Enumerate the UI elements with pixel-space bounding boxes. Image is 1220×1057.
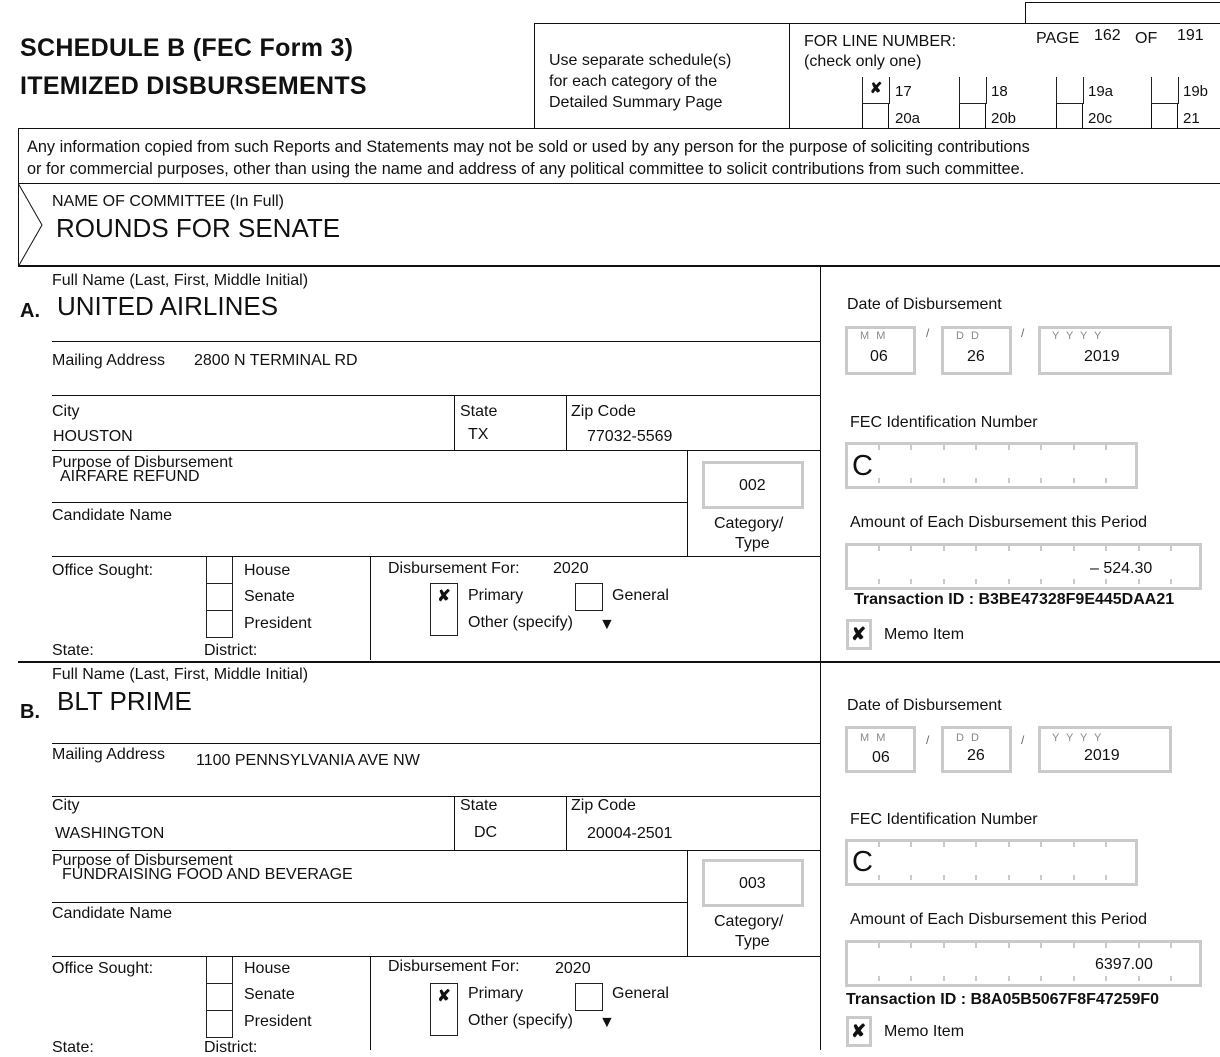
box-tick	[1170, 546, 1172, 551]
date-slash-1: /	[926, 326, 930, 340]
other-label: Other (specify)	[468, 614, 573, 631]
box-tick	[1040, 943, 1042, 948]
purpose-value: FUNDRAISING FOOD AND BEVERAGE	[62, 866, 353, 883]
month-value: 06	[870, 348, 888, 365]
page-label: PAGE	[1036, 30, 1080, 47]
box-tick	[943, 546, 945, 551]
box-tick	[1170, 976, 1172, 981]
box-tick	[1105, 579, 1107, 584]
district-label: District:	[204, 1039, 258, 1056]
box-tick	[1040, 478, 1042, 483]
primary-label: Primary	[468, 985, 524, 1002]
box-tick	[1008, 579, 1010, 584]
line-number-note: (check only one)	[804, 53, 922, 70]
line-20b-checkbox[interactable]	[959, 104, 960, 128]
box-tick	[1008, 943, 1010, 948]
payee-name: BLT PRIME	[57, 686, 192, 716]
senate-label: Senate	[244, 588, 295, 605]
memo-item-label: Memo Item	[884, 626, 965, 643]
purpose-label: Purpose of Disbursement	[52, 454, 233, 471]
box-tick	[878, 976, 880, 981]
line-20a-label: 20a	[895, 110, 921, 127]
box-tick	[1138, 579, 1140, 584]
primary-checkbox[interactable]: ✘	[430, 983, 458, 1011]
category-label: Category/	[714, 913, 784, 930]
box-tick	[975, 478, 977, 483]
fec-id-label: FEC Identification Number	[850, 414, 1038, 431]
box-tick	[910, 943, 912, 948]
box-tick	[943, 579, 945, 584]
fec-prefix: C	[852, 846, 873, 878]
date-label: Date of Disbursement	[847, 697, 1002, 714]
line-19a-checkbox[interactable]	[1056, 77, 1084, 104]
line-20b-label: 20b	[991, 110, 1017, 127]
other-checkbox[interactable]	[430, 609, 458, 636]
date-slash-2: /	[1021, 733, 1025, 747]
mailing-address-label: Mailing Address	[52, 352, 165, 369]
box-tick	[1040, 976, 1042, 981]
box-tick	[910, 875, 912, 880]
memo-check-mark: ✘	[851, 1021, 867, 1041]
notice-line-2: or for commercial purposes, other than using the name and address of any political committee to solicit contributions from such committee.	[27, 160, 1025, 178]
line-21-label: 21	[1183, 110, 1200, 127]
box-tick	[910, 546, 912, 551]
city-value: WASHINGTON	[55, 825, 165, 842]
president-checkbox[interactable]	[206, 1010, 233, 1038]
category-value: 003	[739, 875, 766, 892]
total-pages: 191	[1177, 27, 1204, 44]
box-tick	[1105, 445, 1107, 450]
house-label: House	[244, 960, 291, 977]
purpose-label: Purpose of Disbursement	[52, 852, 233, 869]
box-tick	[878, 943, 880, 948]
box-tick	[943, 842, 945, 847]
box-tick	[910, 976, 912, 981]
dd-hint: D D	[956, 330, 981, 342]
general-checkbox[interactable]	[575, 983, 603, 1011]
box-tick	[1040, 445, 1042, 450]
instructions-line-3: Detailed Summary Page	[549, 94, 723, 111]
notice-line-1: Any information copied from such Reports and Statements may not be sold or used by any person for the purpose of soliciting contributions	[27, 138, 1030, 156]
office-sought-label: Office Sought:	[52, 960, 154, 977]
line-17-checkbox[interactable]: ✘	[862, 77, 890, 104]
box-tick	[1105, 875, 1107, 880]
other-arrow-icon: ▼	[599, 1014, 615, 1031]
box-tick	[1138, 976, 1140, 981]
amount-label: Amount of Each Disbursement this Period	[850, 911, 1148, 928]
city-value: HOUSTON	[53, 428, 133, 445]
payee-name: UNITED AIRLINES	[57, 291, 279, 321]
year-value: 2019	[1084, 348, 1120, 365]
transaction-id: Transaction ID : B8A05B5067F8F47259F0	[846, 991, 1160, 1008]
president-label: President	[244, 1013, 312, 1030]
day-value: 26	[967, 348, 985, 365]
state-field-label: State:	[52, 642, 94, 659]
general-checkbox[interactable]	[575, 583, 603, 611]
box-tick	[1008, 842, 1010, 847]
fec-id-box[interactable]	[845, 442, 1138, 489]
zip-label: Zip Code	[571, 403, 636, 420]
box-tick	[1105, 478, 1107, 483]
box-tick	[1138, 943, 1140, 948]
full-name-label: Full Name (Last, First, Middle Initial)	[52, 272, 309, 289]
box-tick	[1040, 875, 1042, 880]
line-number-label: FOR LINE NUMBER:	[804, 33, 957, 50]
date-label: Date of Disbursement	[847, 296, 1002, 313]
fec-id-box[interactable]	[845, 839, 1138, 886]
type-label: Type	[735, 535, 770, 552]
line-20c-checkbox[interactable]	[1056, 104, 1057, 128]
city-label: City	[52, 797, 80, 814]
mailing-address: 1100 PENNSYLVANIA AVE NW	[196, 752, 420, 769]
committee-arrow-icon	[18, 183, 46, 267]
box-tick	[910, 579, 912, 584]
box-tick	[1170, 579, 1172, 584]
line-18-checkbox[interactable]	[959, 77, 987, 104]
mm-hint: M M	[860, 330, 888, 342]
box-tick	[1073, 579, 1075, 584]
general-label: General	[612, 985, 669, 1002]
category-label: Category/	[714, 515, 784, 532]
box-tick	[975, 546, 977, 551]
disbursement-for-label: Disbursement For:	[388, 560, 520, 577]
state-field-label: State:	[52, 1039, 94, 1056]
memo-item-label: Memo Item	[884, 1023, 965, 1040]
box-tick	[1105, 976, 1107, 981]
city-label: City	[52, 403, 80, 420]
box-tick	[1105, 943, 1107, 948]
state-label: State	[460, 797, 498, 814]
state-value: DC	[474, 824, 498, 841]
primary-checkbox[interactable]: ✘	[430, 583, 458, 611]
box-tick	[1040, 579, 1042, 584]
box-tick	[1008, 976, 1010, 981]
form-subtitle: ITEMIZED DISBURSEMENTS	[20, 72, 367, 100]
box-tick	[1073, 976, 1075, 981]
state-value: TX	[468, 426, 489, 443]
primary-label: Primary	[468, 587, 524, 604]
president-label: President	[244, 615, 312, 632]
candidate-name-label: Candidate Name	[52, 507, 173, 524]
category-value: 002	[739, 477, 766, 494]
transaction-id: Transaction ID : B3BE47328F9E445DAA21	[854, 591, 1175, 608]
disbursement-for-label: Disbursement For:	[388, 958, 520, 975]
date-slash-1: /	[926, 733, 930, 747]
candidate-name-label: Candidate Name	[52, 905, 173, 922]
line-19a-label: 19a	[1088, 83, 1114, 100]
date-slash-2: /	[1021, 326, 1025, 340]
year-value: 2019	[1084, 747, 1120, 764]
box-tick	[1008, 445, 1010, 450]
line-17-label: 17	[895, 83, 912, 100]
box-tick	[878, 875, 880, 880]
box-tick	[1073, 478, 1075, 483]
line-19b-checkbox[interactable]	[1151, 77, 1179, 104]
office-sought-label: Office Sought:	[52, 562, 154, 579]
type-label: Type	[735, 933, 770, 950]
entry-letter: B.	[20, 701, 40, 723]
dd-hint: D D	[956, 732, 981, 744]
box-tick	[878, 445, 880, 450]
box-tick	[1105, 842, 1107, 847]
house-checkbox[interactable]	[206, 557, 233, 583]
instructions-line-2: for each category of the	[549, 73, 718, 90]
line-20c-label: 20c	[1088, 110, 1113, 127]
amount-value: 6397.00	[1095, 956, 1153, 973]
line-21-checkbox[interactable]	[1151, 104, 1152, 128]
box-tick	[1073, 943, 1075, 948]
memo-check-mark: ✘	[851, 624, 867, 644]
box-tick	[878, 579, 880, 584]
zip-value: 20004-2501	[587, 825, 673, 842]
box-tick	[910, 445, 912, 450]
box-tick	[1105, 546, 1107, 551]
box-tick	[975, 976, 977, 981]
mailing-address: 2800 N TERMINAL RD	[194, 352, 358, 369]
box-tick	[943, 478, 945, 483]
month-value: 06	[872, 749, 890, 766]
senate-checkbox[interactable]	[206, 983, 233, 1010]
box-tick	[943, 976, 945, 981]
day-value: 26	[967, 747, 985, 764]
senate-checkbox[interactable]	[206, 583, 233, 610]
box-tick	[1008, 546, 1010, 551]
box-tick	[975, 875, 977, 880]
amount-value: – 524.30	[1090, 560, 1153, 577]
yyyy-hint: Y Y Y Y	[1052, 330, 1104, 342]
box-tick	[943, 943, 945, 948]
box-tick	[878, 478, 880, 483]
entry-letter: A.	[20, 300, 40, 322]
district-label: District:	[204, 642, 258, 659]
disbursement-year: 2020	[555, 960, 591, 977]
house-label: House	[244, 562, 291, 579]
box-tick	[1040, 842, 1042, 847]
other-label: Other (specify)	[468, 1012, 573, 1029]
box-tick	[1073, 875, 1075, 880]
zip-value: 77032-5569	[587, 428, 673, 445]
page-number: 162	[1094, 27, 1121, 44]
amount-label: Amount of Each Disbursement this Period	[850, 514, 1148, 531]
purpose-value: AIRFARE REFUND	[60, 468, 200, 485]
disbursement-year: 2020	[553, 560, 589, 577]
yyyy-hint: Y Y Y Y	[1052, 732, 1104, 744]
box-tick	[878, 842, 880, 847]
mm-hint: M M	[860, 732, 888, 744]
fec-id-label: FEC Identification Number	[850, 811, 1038, 828]
house-checkbox[interactable]	[206, 957, 233, 983]
line-18-label: 18	[991, 83, 1008, 100]
instructions-line-1: Use separate schedule(s)	[549, 52, 732, 69]
senate-label: Senate	[244, 986, 295, 1003]
of-label: OF	[1135, 30, 1158, 47]
line-20a-checkbox[interactable]	[862, 104, 863, 128]
box-tick	[975, 943, 977, 948]
box-tick	[1170, 943, 1172, 948]
other-arrow-icon: ▼	[599, 616, 615, 633]
form-title: SCHEDULE B (FEC Form 3)	[20, 34, 354, 62]
box-tick	[1040, 546, 1042, 551]
general-label: General	[612, 587, 669, 604]
box-tick	[1073, 445, 1075, 450]
state-label: State	[460, 403, 498, 420]
box-tick	[975, 579, 977, 584]
box-tick	[1008, 875, 1010, 880]
box-tick	[910, 842, 912, 847]
box-tick	[910, 478, 912, 483]
box-tick	[975, 445, 977, 450]
other-checkbox[interactable]	[430, 1009, 458, 1036]
box-tick	[943, 445, 945, 450]
full-name-label: Full Name (Last, First, Middle Initial)	[52, 666, 309, 683]
committee-label: NAME OF COMMITTEE (In Full)	[52, 193, 284, 210]
mailing-address-label: Mailing Address	[52, 746, 165, 763]
line-19b-label: 19b	[1183, 83, 1209, 100]
box-tick	[975, 842, 977, 847]
box-tick	[1073, 546, 1075, 551]
president-checkbox[interactable]	[206, 610, 233, 638]
committee-name: ROUNDS FOR SENATE	[56, 213, 341, 243]
fec-prefix: C	[852, 450, 873, 482]
box-tick	[1138, 546, 1140, 551]
box-tick	[1008, 478, 1010, 483]
box-tick	[878, 546, 880, 551]
box-tick	[1073, 842, 1075, 847]
box-tick	[943, 875, 945, 880]
zip-label: Zip Code	[571, 797, 636, 814]
